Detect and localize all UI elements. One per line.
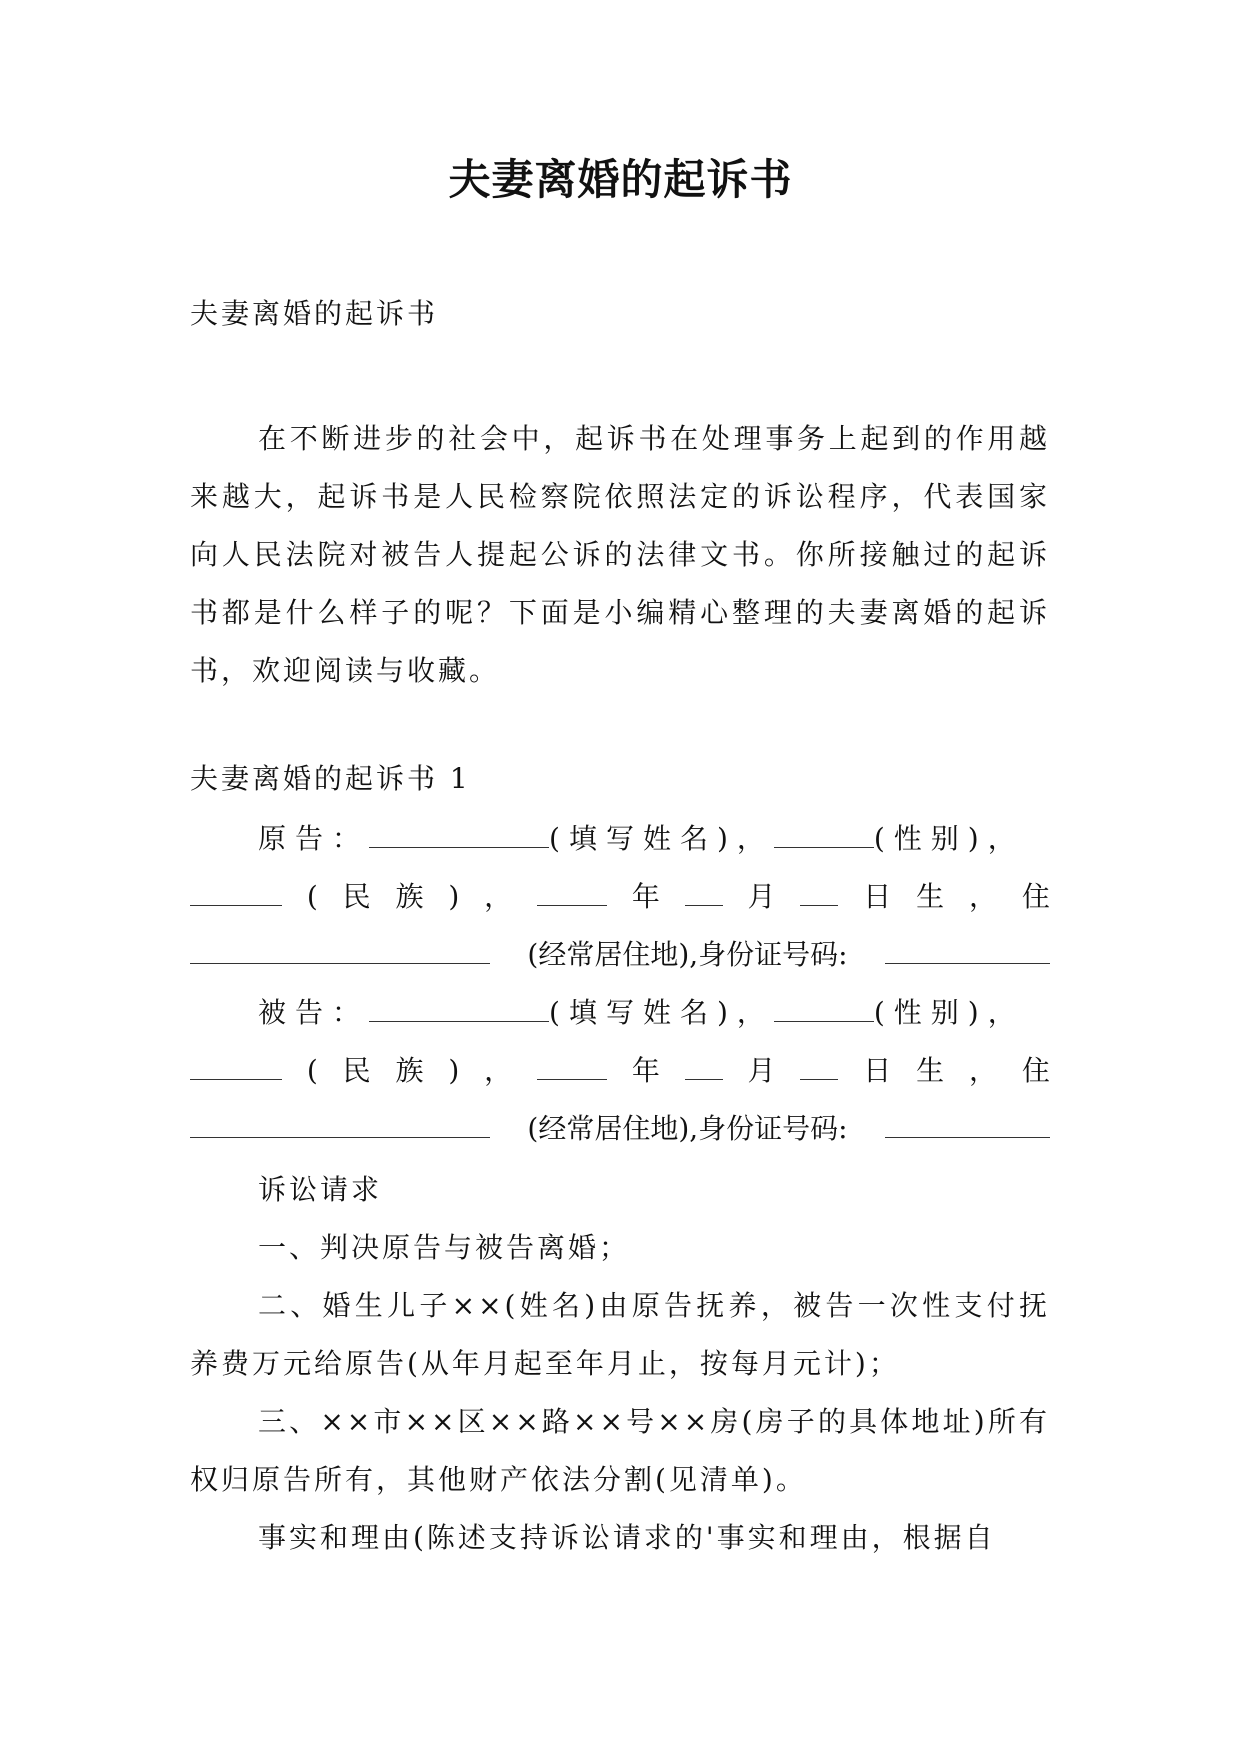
plaintiff-line-1 bbox=[190, 813, 1050, 863]
plaintiff-born-label: 生 bbox=[916, 880, 945, 913]
defendant-residence-hint: (经常居住地),身份证号码: bbox=[527, 1112, 848, 1145]
plaintiff-ethnicity-blank bbox=[190, 871, 282, 906]
defendant-day-blank bbox=[800, 1045, 838, 1080]
defendant-line-1 bbox=[190, 987, 1050, 1037]
defendant-name-blank bbox=[369, 987, 549, 1022]
defendant-month-blank bbox=[685, 1045, 723, 1080]
defendant-ethnicity-open: ( bbox=[306, 1054, 318, 1087]
defendant-born-comma: ， bbox=[968, 1054, 997, 1087]
defendant-name-hint: (填写姓名)， bbox=[549, 996, 774, 1029]
plaintiff-year-blank bbox=[537, 871, 607, 906]
defendant-residence-blank bbox=[190, 1103, 490, 1138]
defendant-born-label: 生 bbox=[916, 1054, 945, 1087]
plaintiff-ethnicity-comma: ， bbox=[484, 880, 513, 913]
plaintiff-name-blank bbox=[369, 813, 549, 848]
plaintiff-ethnicity-close: ) bbox=[448, 880, 460, 913]
defendant-gender-blank bbox=[774, 987, 874, 1022]
defendant-year-blank bbox=[537, 1045, 607, 1080]
plaintiff-residence-hint: (经常居住地),身份证号码: bbox=[527, 938, 848, 971]
plaintiff-reside-label: 住 bbox=[1021, 880, 1050, 913]
plaintiff-ethnicity-char-2: 族 bbox=[395, 880, 424, 913]
document-title: 夫妻离婚的起诉书 bbox=[448, 155, 793, 204]
defendant-ethnicity-char-2: 族 bbox=[395, 1054, 424, 1087]
plaintiff-line-2 bbox=[190, 871, 1050, 921]
defendant-ethnicity-blank bbox=[190, 1045, 282, 1080]
defendant-ethnicity-close: ) bbox=[448, 1054, 460, 1087]
facts-and-reasons: 事实和理由(陈述支持诉讼请求的'事实和理由，根据自 bbox=[258, 1521, 996, 1554]
defendant-reside-label: 住 bbox=[1021, 1054, 1050, 1087]
plaintiff-month-blank bbox=[685, 871, 723, 906]
defendant-ethnicity-char-1: 民 bbox=[342, 1054, 371, 1087]
plaintiff-ethnicity-char-1: 民 bbox=[342, 880, 371, 913]
defendant-id-blank bbox=[885, 1103, 1050, 1138]
defendant-day-label: 日 bbox=[863, 1054, 892, 1087]
section-title: 夫妻离婚的起诉书 1 bbox=[190, 762, 471, 795]
document-subtitle: 夫妻离婚的起诉书 bbox=[190, 297, 439, 330]
plaintiff-gender-hint: (性别)， bbox=[873, 822, 1025, 855]
plaintiff-line-3 bbox=[190, 929, 1050, 979]
plaintiff-born-comma: ， bbox=[968, 880, 997, 913]
defendant-year-label: 年 bbox=[631, 1054, 660, 1087]
plaintiff-day-label: 日 bbox=[863, 880, 892, 913]
claim-3: 三、××市××区××路××号××房(房子的具体地址)所有权归原告所有，其他财产依法分割(见清单)。 bbox=[190, 1405, 1050, 1496]
plaintiff-name-hint: (填写姓名)， bbox=[549, 822, 774, 855]
intro-paragraph: 在不断进步的社会中，起诉书在处理事务上起到的作用越来越大，起诉书是人民检察院依照法定的诉讼程序，代表国家向人民法院对被告人提起公诉的法律文书。你所接触过的起诉书都是什么样子的呢？下面是小编精心整理的夫妻离婚的起诉书，欢迎阅读与收藏。 bbox=[190, 422, 1050, 687]
defendant-line-2 bbox=[190, 1045, 1050, 1095]
plaintiff-day-blank bbox=[800, 871, 838, 906]
plaintiff-label: 原告： bbox=[258, 822, 370, 855]
defendant-line-3 bbox=[190, 1103, 1050, 1153]
plaintiff-id-blank bbox=[885, 929, 1050, 964]
plaintiff-year-label: 年 bbox=[631, 880, 660, 913]
defendant-gender-hint: (性别)， bbox=[873, 996, 1025, 1029]
defendant-ethnicity-comma: ， bbox=[484, 1054, 513, 1087]
plaintiff-residence-blank bbox=[190, 929, 490, 964]
claim-2: 二、婚生儿子××(姓名)由原告抚养，被告一次性支付抚养费万元给原告(从年月起至年月止，按每月元计)； bbox=[190, 1289, 1050, 1380]
defendant-label: 被告： bbox=[258, 996, 370, 1029]
claim-1: 一、判决原告与被告离婚； bbox=[258, 1231, 631, 1264]
defendant-month-label: 月 bbox=[747, 1054, 776, 1087]
plaintiff-gender-blank bbox=[774, 813, 874, 848]
claims-title: 诉讼请求 bbox=[258, 1173, 383, 1206]
plaintiff-ethnicity-open: ( bbox=[306, 880, 318, 913]
plaintiff-month-label: 月 bbox=[747, 880, 776, 913]
